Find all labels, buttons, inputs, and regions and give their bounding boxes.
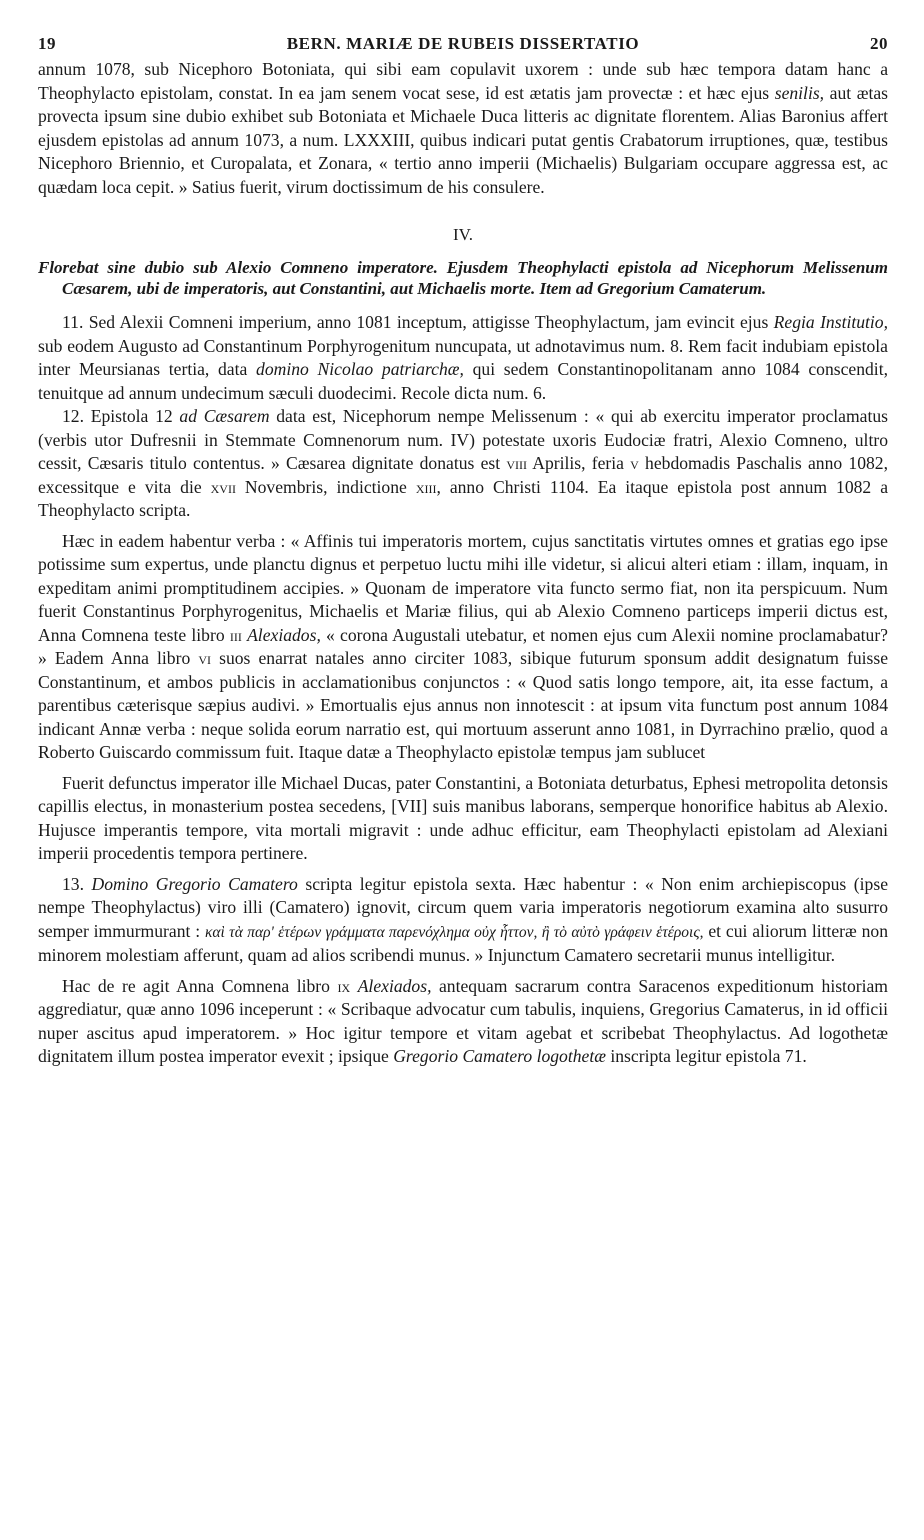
text-run: inscripta legitur epistola 71.: [605, 1046, 807, 1066]
italic-run: Regia Institutio,: [773, 312, 888, 332]
text-run: antequam sacrarum contra Saracenos expeditionum historiam aggrediatur, quæ anno 1096 inceperunt : « Scribaque advocatur cum tabulis, inquiens, Gregorius Camaterus, in id officii nuper ascitus apud imperatorem. » Hoc igitur tempore et vitam agebat et scribebat Theophylactus. Ad logothetæ dignitatem illum postea imperator evexit ; ipsique: [38, 975, 888, 1066]
smallcaps-run: v: [630, 453, 639, 473]
paragraph-12: [38, 405, 888, 523]
smallcaps-run: iii: [229, 624, 242, 645]
text-run: hebdomadis Paschalis anno 1082, excessitque e vita die: [38, 453, 888, 497]
text-run: 11. Sed Alexii Comneni imperium, anno 1081 inceptum, attigisse Theophylactum, jam evincit ejus: [62, 312, 774, 332]
text-run: [350, 976, 358, 996]
text-run: qui sedem Constantinopolitanam anno 1084 conscendit, tenuitque ad annum undecimum sæculi duodecimi. Recole dicta num. 6.: [38, 359, 888, 403]
smallcaps-run: vi: [198, 648, 212, 668]
text-run: aut ætas provecta ipsum sine dubio exhibet sub Botoniata et Michaele Duca litteris ac dignitate florentem. Alias Baronius affert ejusdem epistolas ad annum 1073, a num. LXXXIII, quibus indicari putat gentis Crabatorum irruptiones, quæ, testibus Nicephoro Briennio, et Curopalata, et Zonara, « tertio anno imperii (Michaelis) Bulgariam occupare aggressa est, ac quædam loca cepit. » Satius fuerit, virum doctissimum de his consulere.: [38, 82, 888, 197]
section-number: IV.: [453, 225, 473, 244]
greek-quote: καὶ τὰ παρ' ἑτέρων γράμματα παρενόχλημα οὐχ ἧττον, ἢ τὸ αὐτὸ γράφειν ἑτέροις,: [204, 923, 704, 941]
italic-run: Alexiados,: [247, 624, 321, 645]
text-run: 12. Epistola 12: [62, 406, 180, 426]
paragraph-haec: [38, 530, 888, 765]
smallcaps-run: xiii: [415, 476, 437, 497]
paragraph-13: [38, 873, 888, 968]
italic-run: Gregorio Camatero logothetæ: [393, 1046, 606, 1066]
text-run: Hac de re agit Anna Comnena libro: [62, 975, 338, 996]
text-run: Hæc in eadem habentur verba : « Affinis tui imperatoris mortem, cujus sanctitatis virtutes omnes et gratias ego ipse potissime sum expertus, unde planctu dignus et perpetuo luctu mihi ille videtur, si alicui alteri etiam : illam, inquam, in expeditam animi promptitudinem accipies. » Quonam de imperatore vita functo sermo fiat, non ita perspicuum. Num fuerit Constantinus Porphyrogenitus, Michaelis et Mariæ filius, qui ab Alexio Comneno particeps imperii dictus est, Anna Comnena teste libro: [38, 530, 888, 645]
text-run: et cui aliorum litteræ non minorem molestiam afferunt, quam ad alios scribendi munus. » Injunctum Camatero secretarii munus intelligitur.: [38, 920, 889, 965]
text-run: « corona Augustali utebatur, et nomen ejus cum Alexii nomine proclamabatur? » Eadem Anna libro: [38, 624, 888, 668]
text-run: Aprilis, feria: [527, 453, 631, 473]
smallcaps-run: xvii: [210, 476, 236, 497]
text-run: scripta legitur epistola sexta. Hæc habentur : « Non enim archiepiscopus (ipse nempe Theophylactus) viro illi (Camatero) ignovit, circum quem varia imperatoris negotiorum examina alto susurro semper immurmurant :: [38, 873, 889, 941]
italic-run: domino Nicolao patriarchæ,: [256, 359, 464, 379]
smallcaps-run: viii: [506, 453, 527, 473]
running-header: [38, 34, 888, 58]
italic-run: ad Cæsarem: [179, 406, 270, 426]
text-run: 13.: [62, 873, 92, 894]
page-number-left: 19: [38, 34, 56, 53]
paragraph-intro: [38, 58, 888, 199]
text-run: suos enarrat natales anno circiter 1083, sibique futurum sponsum addit designatum fuisse Constantinum, et ambos publicis in acclamationibus conjunctos : « Quod satis longo tempore, ait, ita esse factum, a parentibus cæterisque sæpius audivi. » Emortualis ejus annus non innotescit : at ipsum vita functum post annum 1084 indicant Annæ verba : neque solida eorum narratio est, qui mortuum asserunt anno 1081, in Dyrrachino prælio, quod a Roberto Guiscardo commissum fuit. Itaque datæ a Theophylacto epistolæ tempus jam sublucet: [38, 648, 889, 762]
document-page: [38, 34, 888, 1069]
text-run: annum 1078, sub Nicephoro Botoniata, qui sibi eam copulavit uxorem : unde sub hæc tempora datam hanc a Theophylacto epistolam, constat. In ea jam senem vocat sese, id est ætatis jam provectæ : et hæc ejus: [38, 59, 888, 103]
italic-run: senilis,: [774, 82, 825, 103]
text-run: data est, Nicephorum nempe Melissenum : « qui ab exercitu imperator proclamatus (verbis utor Dufresnii in Stemmate Comnenorum num. IV) potestate uxoris Eudociæ fratri, Alexio Comneno, ultro cessit, Cæsaris titulo contentus. » Cæsarea dignitate donatus est: [38, 406, 888, 473]
paragraph-hac: [38, 975, 888, 1069]
paragraph-11: [38, 311, 888, 405]
page-number-right: 20: [869, 34, 888, 53]
running-title: BERN. MARIÆ DE RUBEIS DISSERTATIO: [286, 34, 640, 53]
section-heading: Florebat sine dubio sub Alexio Comneno imperatore. Ejusdem Theophylacti epistola ad Nicephorum Melissenum Cæsarem, ubi de imperatoris, aut Constantini, aut Michaelis morte. Item ad Gregorium Camaterum.: [38, 258, 888, 298]
paragraph-fuerit: Fuerit defunctus imperator ille Michael Ducas, pater Constantini, a Botoniata deturbatus, Ephesi metropolita detonsis capillis electus, in monasterium postea secedens, [VII] suis manibus laborans, semperque honorifice habitus ab Alexio. Hujusce imperantis tempore, vita mortali migravit : unde adhuc efficitur, eam Theophylacti epistolam ad Alexiani imperii procedentis tempora pertinere.: [38, 772, 888, 863]
italic-run: Alexiados,: [357, 975, 432, 996]
text-run: sub eodem Augusto ad Constantinum Porphyrogenitum nuncupata, ut adnotavimus num. 8. Rem facit indubiam epistola inter Meursianas tertia, data: [38, 335, 888, 379]
italic-run: Domino Gregorio Camatero: [91, 873, 298, 894]
text-run: Novembris, indictione: [235, 476, 416, 497]
text-run: , anno Christi 1104. Ea itaque epistola post annum 1082 a Theophylacto scripta.: [38, 476, 889, 520]
smallcaps-run: ix: [337, 975, 351, 996]
